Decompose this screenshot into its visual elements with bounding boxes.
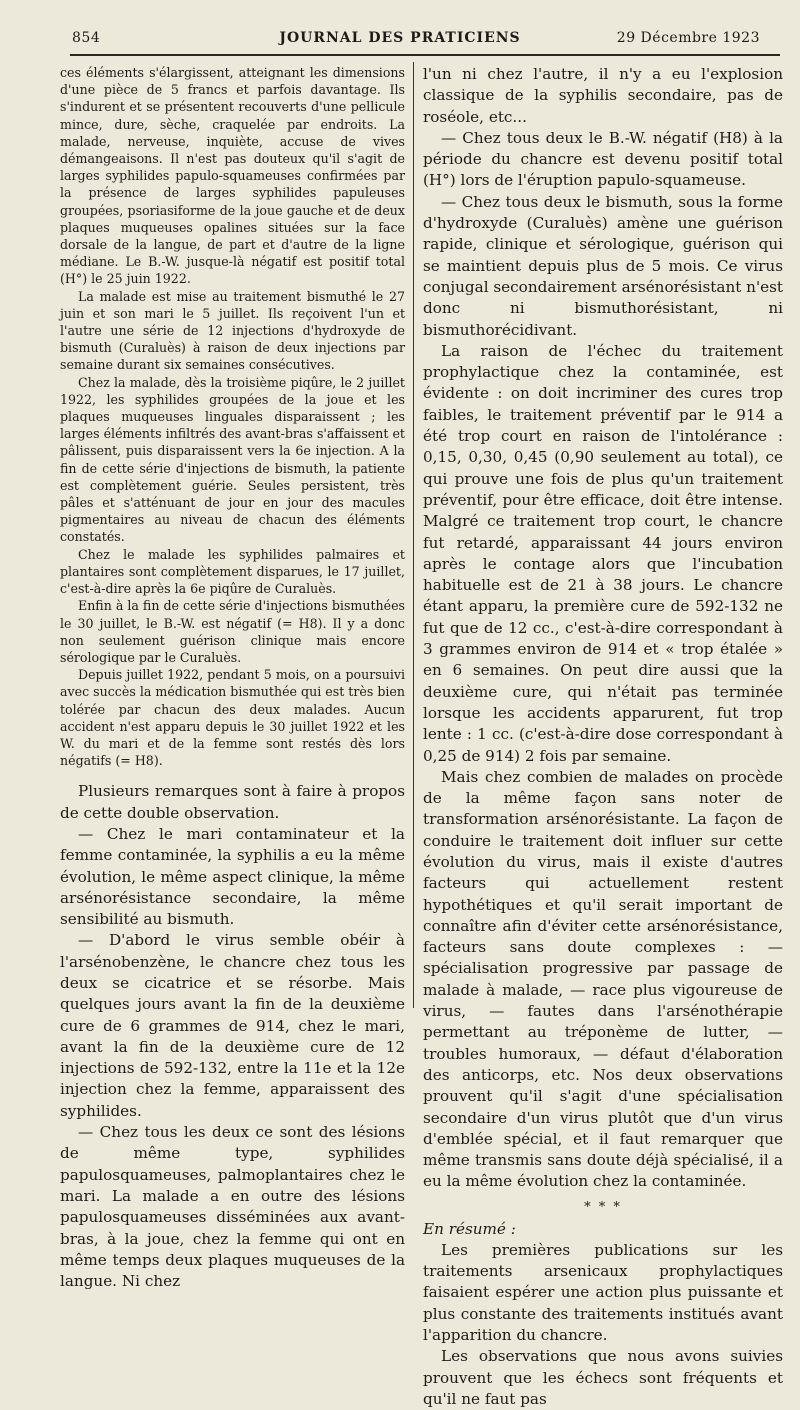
left-column [60,64,405,1292]
paragraph: ces éléments s'élargissent, atteignant les dimensions d'une pièce de 5 francs et parfois davantage. Ils s'indurent et se présentent recouverts d'une pellicule mince, dure, sèche, craquelée par endroits. La malade, nerveuse, inquiète, accuse de vives démangeaisons. Il n'est pas douteux qu'il s'agit de larges syphilides papulo-squameuses confirmées par la présence de larges syphilides papuleuses groupées, psoriasiforme de la joue gauche et de deux plaques muqueuses opalines situées sur la face dorsale de la langue, de part et d'autre de la ligne médiane. Le B.-W. jusque-là négatif est positif total (H°) le 25 juin 1922. [60,65,405,287]
summary-text [423,1240,783,1410]
right-column [423,64,783,1410]
paragraph: Mais chez combien de malades on procède de la même façon sans noter de transformation arsénorésistante. La façon de conduire le traitement doit influer sur cette évolution du virus, mais il existe d'autres facteurs qui actuellement restent hypothétiques et qu'il serait important de connaître afin d'éviter cette arsénorésistance, facteurs sans doute complexes : — spécialisation progressive par passage de malade à malade, — race plus vigoureuse de virus, — fautes dans l'arsénothérapie permettant au tréponème de lutter, — troubles humoraux, — défaut d'élaboration des anticorps, etc. Nos deux observations prouvent qu'il s'agit d'une spécialisation secondaire d'un virus plutôt que d'un virus d'emblée spécial, et il faut remarquer que même transmis sans doute déjà spécialisé, il a eu la même évolution chez la contaminée. [423,767,783,1191]
running-header [40,30,760,52]
issue-date: 29 Décembre 1923 [616,30,760,46]
page-number: 854 [72,30,101,46]
journal-title: JOURNAL DES PRATICIENS [279,30,521,46]
section-separator-stars: * * * [584,1199,622,1215]
paragraph: — D'abord le virus semble obéir à l'arsénobenzène, le chancre chez tous les deux se cicatrice et se résorbe. Mais quelques jours avant la fin de la deuxième cure de 6 grammes de 914, chez le mari, avant la fin de la deuxième cure de 12 injections de 592-132, entre la 11e et la 12e injection chez la femme, apparaissent des syphilides. [60,931,405,1120]
paragraph: La malade est mise au traitement bismuthé le 27 juin et son mari le 5 juillet. Ils reçoivent l'un et l'autre une série de 12 injections d'hydroxyde de bismuth (Curaluès) à raison de deux injections par semaine durant six semaines consécutives. [60,288,405,373]
discussion-text [423,64,783,1193]
column-divider [413,62,414,1008]
observation-small-text [60,64,405,769]
paragraph: l'un ni chez l'autre, il n'y a eu l'explosion classique de la syphilis secondaire, pas de roséole, etc... [423,65,783,126]
remarks-text [60,781,405,1292]
paragraph: Les observations que nous avons suivies prouvent que les échecs sont fréquents et qu'il ne faut pas [423,1347,783,1408]
paragraph: — Chez tous deux le bismuth, sous la forme d'hydroxyde (Curaluès) amène une guérison rapide, clinique et sérologique, guérison qui se maintient depuis plus de 5 mois. Ce virus conjugal secondairement arsénorésistant n'est donc ni bismuthorésistant, ni bismuthorécidivant. [423,192,784,339]
paragraph: La raison de l'échec du traitement prophylactique chez la contaminée, est évidente : on doit incriminer des cures trop faibles, le traitement préventif par le 914 a été trop court en raison de l'intolérance : 0,15, 0,30, 0,45 (0,90 seulement au total), ce qui prouve une fois de plus qu'un traitement préventif, pour être efficace, doit être intense. Malgré ce traitement trop court, le chancre fut retardé, apparaissant 44 jours environ après le contage alors que l'incubation habituelle est de 21 à 38 jours. Le chancre étant apparu, la première cure de 592-132 ne fut que de 12 cc., c'est-à-dire correspondant à 3 grammes environ de 914 et « trop étalée » en 6 semaines. On peut dire aussi que la deuxième cure, qui n'était pas terminée lorsque les accidents apparurent, fut trop lente : 1 cc. (c'est-à-dire dose correspondant à 0,25 de 914) 2 fois par semaine. [423,341,783,765]
summary-heading: En résumé : [423,1219,516,1238]
paragraph: — Chez tous les deux ce sont des lésions de même type, syphilides papulosquameuses, palmoplantaires chez le mari. La malade a en outre des lésions papulosquameuses disséminées aux avant-bras, à la joue, chez la femme qui ont en même temps deux plaques muqueuses de la langue. Ni chez [60,1123,405,1291]
header-rule [70,54,780,56]
paragraph: Chez le malade les syphilides palmaires et plantaires sont complètement disparues, le 17 juillet, c'est-à-dire après la 6e piqûre de Curaluès. [60,546,405,597]
paragraph: — Chez tous deux le B.-W. négatif (H8) à la période du chancre est devenu positif total (H°) lors de l'éruption papulo-squameuse. [423,128,783,190]
paragraph: Chez la malade, dès la troisième piqûre, le 2 juillet 1922, les syphilides groupées de la joue et les plaques muqueuses linguales disparaissent ; les larges éléments infiltrés des avant-bras s'affaissent et pâlissent, puis disparaissent vers la 6e injection. A la fin de cette série d'injections de bismuth, la patiente est complètement guérie. Seules persistent, très pâles et s'atténuant de jour en jour des macules pigmentaires au niveau de chacun des éléments constatés. [60,374,405,545]
paragraph: Enfin à la fin de cette série d'injections bismuthées le 30 juillet, le B.-W. est négatif (= H8). Il y a donc non seulement guérison clinique mais encore sérologique par le Curaluès. [60,598,405,665]
paragraph: — Chez le mari contaminateur et la femme contaminée, la syphilis a eu la même évolution, le même aspect clinique, la même arsénorésistance secondaire, la même sensibilité au bismuth. [60,824,405,929]
paragraph: Les premières publications sur les traitements arsenicaux prophylactiques faisaient espérer une action plus puissante et plus constante des traitements institués avant l'apparition du chancre. [423,1240,783,1344]
paragraph: Plusieurs remarques sont à faire à propos de cette double observation. [60,782,405,822]
paragraph: Depuis juillet 1922, pendant 5 mois, on a poursuivi avec succès la médication bismuthée qui est très bien tolérée par chacun des deux malades. Aucun accident n'est apparu depuis le 30 juillet 1922 et les W. du mari et de la femme sont restés dès lors négatifs (= H8). [60,667,405,769]
